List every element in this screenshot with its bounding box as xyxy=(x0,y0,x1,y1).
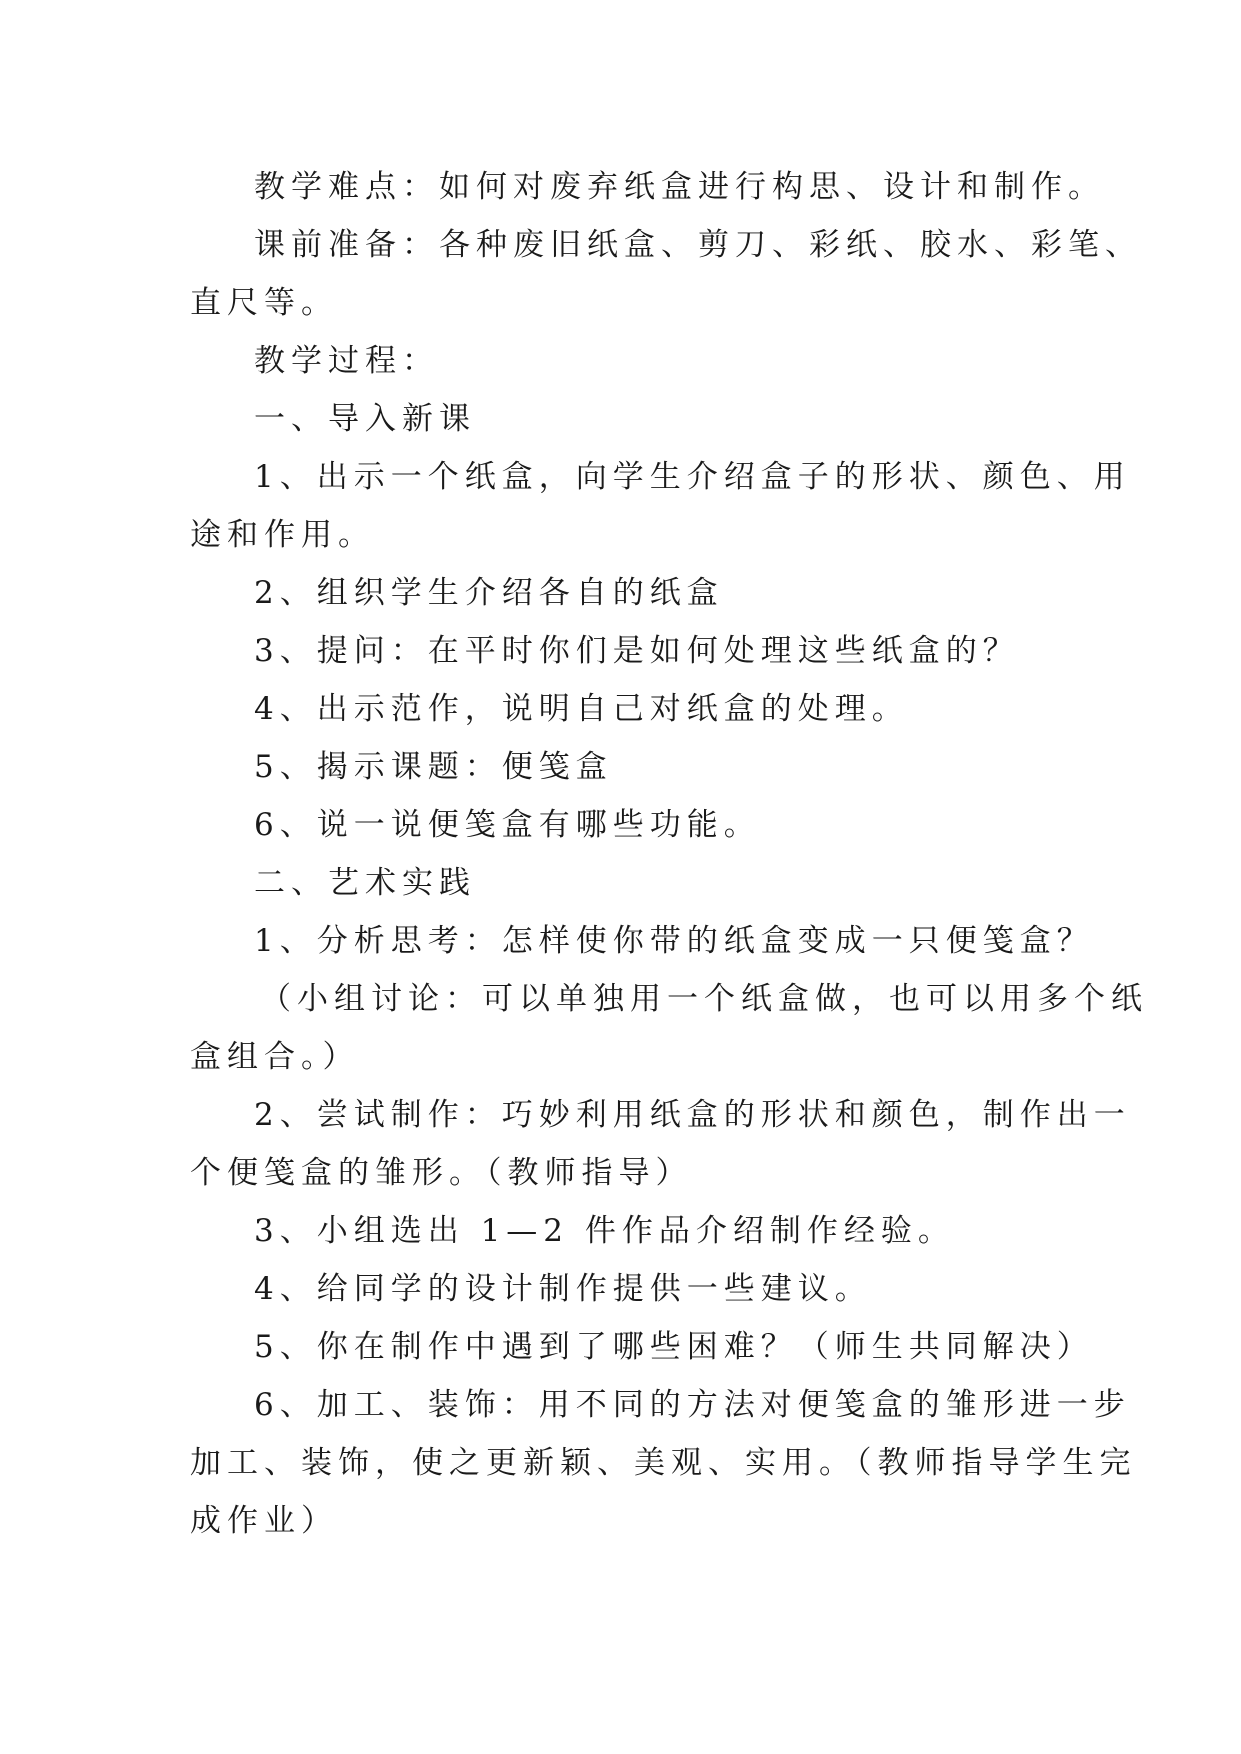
list-item: 5、你在制作中遇到了哪些困难？（师生共同解决） xyxy=(254,1329,1094,1365)
list-item-continuation: 个便笺盒的雏形。（教师指导） xyxy=(190,1155,693,1191)
list-item: 4、出示范作，说明自己对纸盒的处理。 xyxy=(254,691,909,727)
list-item: 2、组织学生介绍各自的纸盒 xyxy=(254,575,724,611)
note-continuation: 盒组合。） xyxy=(190,1039,360,1075)
list-item: 4、给同学的设计制作提供一些建议。 xyxy=(254,1271,872,1307)
list-item-continuation: 加工、装饰，使之更新颖、美观、实用。（教师指导学生完 xyxy=(190,1445,1137,1481)
list-item: 1、分析思考：怎样使你带的纸盒变成一只便笺盒？ xyxy=(254,923,1094,959)
paragraph-line: 教学难点：如何对废弃纸盒进行构思、设计和制作。 xyxy=(254,169,1105,205)
list-item: 5、揭示课题：便笺盒 xyxy=(254,749,613,785)
list-item: 1、出示一个纸盒，向学生介绍盒子的形状、颜色、用 xyxy=(254,459,1131,495)
list-item: 3、小组选出 1—2 件作品介绍制作经验。 xyxy=(254,1213,955,1249)
section-heading: 二、艺术实践 xyxy=(254,865,476,901)
paragraph-line: 教学过程： xyxy=(254,343,439,379)
list-item: 3、提问：在平时你们是如何处理这些纸盒的？ xyxy=(254,633,1020,669)
paragraph-line: 课前准备：各种废旧纸盒、剪刀、彩纸、胶水、彩笔、 xyxy=(254,227,1142,263)
note-line: （小组讨论：可以单独用一个纸盒做，也可以用多个纸 xyxy=(260,981,1148,1017)
paragraph-line: 直尺等。 xyxy=(190,285,338,321)
list-item: 6、加工、装饰：用不同的方法对便笺盒的雏形进一步 xyxy=(254,1387,1131,1423)
section-heading: 一、导入新课 xyxy=(254,401,476,437)
document-page xyxy=(190,158,1148,1550)
list-item-continuation: 途和作用。 xyxy=(190,517,375,553)
list-item: 2、尝试制作：巧妙利用纸盒的形状和颜色，制作出一 xyxy=(254,1097,1131,1133)
list-item-continuation: 成作业） xyxy=(190,1503,338,1539)
list-item: 6、说一说便笺盒有哪些功能。 xyxy=(254,807,761,843)
